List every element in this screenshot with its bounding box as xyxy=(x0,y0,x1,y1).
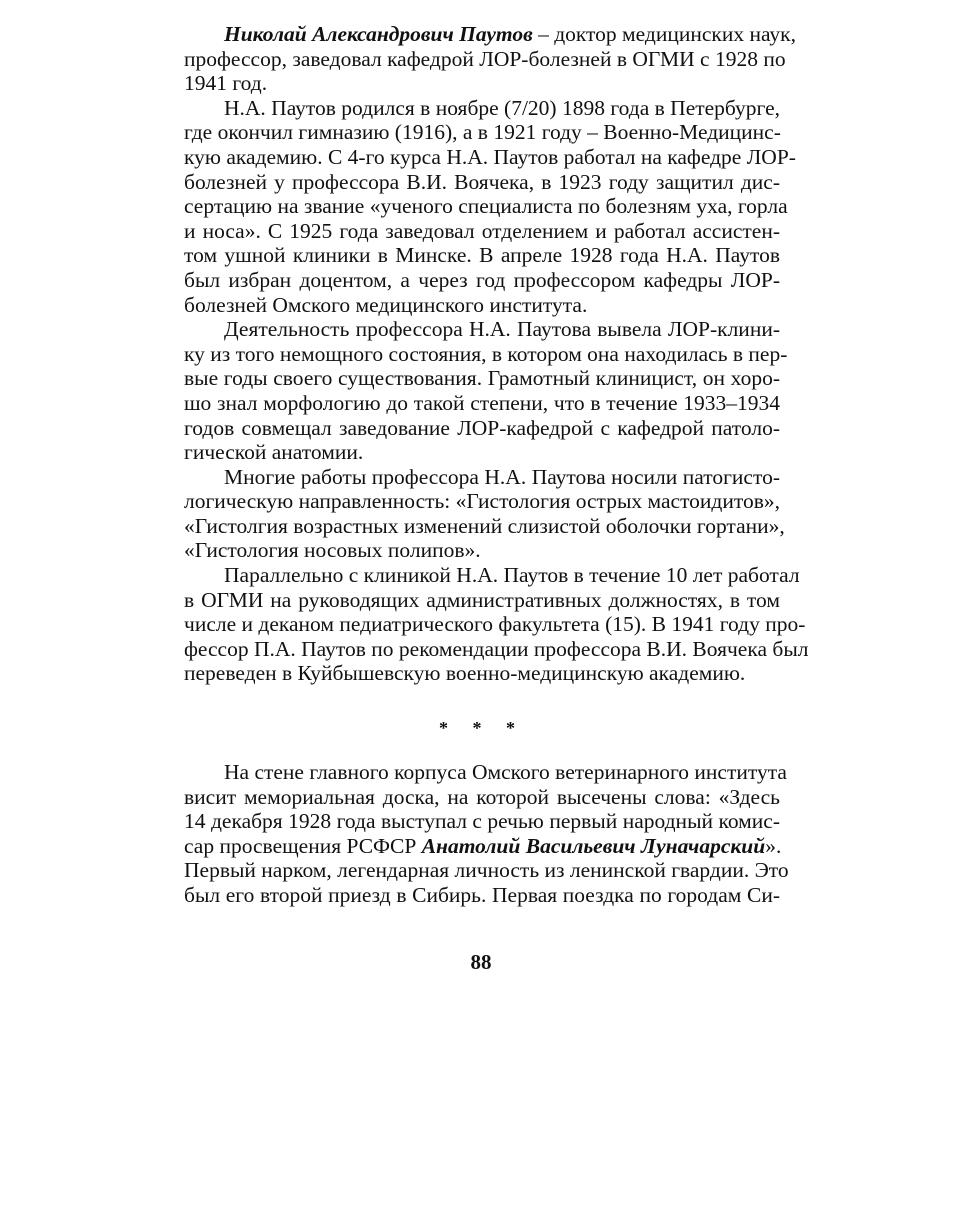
text-line xyxy=(184,834,780,859)
text-line: том ушной клиники в Минске. В апреле 1928 года Н.А. Паутов xyxy=(184,243,780,268)
text-line: Н.А. Паутов родился в ноябре (7/20) 1898 года в Петербурге, xyxy=(224,95,780,120)
text-line: гической анатомии. xyxy=(184,440,364,465)
text-line: Первый нарком, легендарная личность из ленинской гвардии. Это xyxy=(184,858,789,883)
text-line: болезней Омского медицинского института. xyxy=(184,292,588,317)
page-number: 88 xyxy=(470,950,492,974)
spacer xyxy=(184,748,780,760)
text-span: ». xyxy=(765,833,782,858)
bio-paragraph xyxy=(184,563,809,686)
text-line: годов совмещал заведование ЛОР-кафедрой с кафедрой патоло- xyxy=(184,415,780,440)
text-line: шо знал морфологию до такой степени, что в течение 1933–1934 xyxy=(184,390,780,415)
text-span: – доктор медицинских наук, xyxy=(532,22,796,46)
text-line: 1941 год. xyxy=(184,71,268,96)
text-line: числе и деканом педиатрического факультета (15). В 1941 году про- xyxy=(184,612,806,637)
bio-paragraph xyxy=(184,464,785,563)
text-span: сар просвещения РСФСР xyxy=(184,833,422,858)
lunacharsky-paragraph xyxy=(184,760,789,908)
text-line: в ОГМИ на руководящих административных должностях, в том xyxy=(184,587,780,612)
person-name: Николай Александрович Паутов xyxy=(224,22,533,46)
text-line: ку из того немощного состояния, в котором она находилась в пер- xyxy=(184,341,788,366)
bio-paragraph xyxy=(184,317,788,465)
text-line: фессор П.А. Паутов по рекомендации профессора В.И. Воячека был xyxy=(184,636,809,661)
section-separator: * * * xyxy=(439,718,525,739)
text-line: где окончил гимназию (1916), а в 1921 году – Военно-Медицинс- xyxy=(184,120,781,145)
text-line: висит мемориальная доска, на которой высечены слова: «Здесь xyxy=(184,784,780,809)
text-line: профессор, заведовал кафедрой ЛОР-болезней в ОГМИ с 1928 по xyxy=(184,46,786,71)
bio-intro-paragraph xyxy=(184,22,796,96)
text-line: Многие работы профессора Н.А. Паутова носили патогисто- xyxy=(224,464,780,489)
text-line: был избран доцентом, а через год профессором кафедры ЛОР- xyxy=(184,267,780,292)
text-line: логическую направленность: «Гистология острых мастоидитов», xyxy=(184,489,781,514)
text-line: Параллельно с клиникой Н.А. Паутов в течение 10 лет работал xyxy=(224,563,800,588)
page-body xyxy=(184,22,809,908)
text-line: кую академию. С 4-го курса Н.А. Паутов работал на кафедре ЛОР- xyxy=(184,144,796,169)
bio-paragraph xyxy=(184,95,796,317)
text-line: и носа». С 1925 года заведовал отделением и работал ассистен- xyxy=(184,218,780,243)
text-line: «Гистология носовых полипов». xyxy=(184,538,481,563)
text-line: переведен в Куйбышевскую военно-медицинскую академию. xyxy=(184,661,746,686)
text-line: 14 декабря 1928 года выступал с речью первый народный комис- xyxy=(184,809,780,834)
text-line: был его второй приезд в Сибирь. Первая поездка по городам Си- xyxy=(184,883,780,907)
person-name: Анатолий Васильевич Луначарский xyxy=(421,833,766,858)
text-line: «Гистолгия возрастных изменений слизистой оболочки гортани», xyxy=(184,513,785,538)
text-line: сертацию на звание «ученого специалиста по болезням уха, горла xyxy=(184,194,788,219)
text-line: вые годы своего существования. Грамотный клиницист, он хоро- xyxy=(184,366,780,391)
text-line: На стене главного корпуса Омского ветеринарного института xyxy=(224,760,787,785)
text-line: Деятельность профессора Н.А. Паутова вывела ЛОР-клини- xyxy=(224,317,780,342)
text-line xyxy=(184,22,796,47)
text-line: болезней у профессора В.И. Воячека, в 1923 году защитил дис- xyxy=(184,169,780,194)
